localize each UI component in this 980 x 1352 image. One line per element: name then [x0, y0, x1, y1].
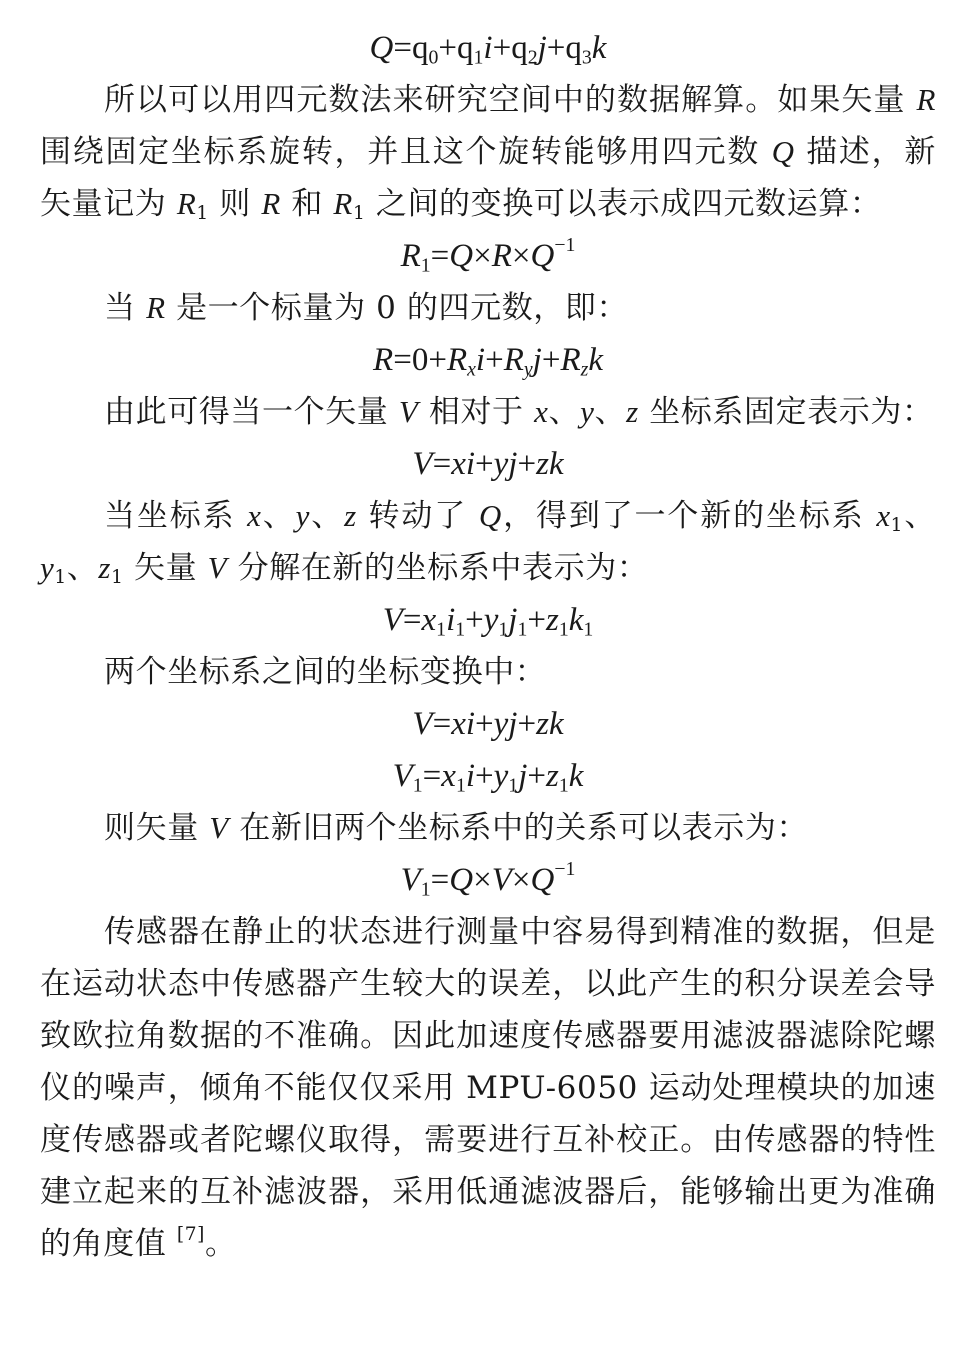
equation-quaternion-definition: $Q=q_0+q_1i+q_2j+q_3k$	[369, 30, 607, 69]
paragraph-new-frame: 当坐标系 x、y、z 转动了 Q，得到了一个新的坐标系 $x_1$、$y_1$、$z_1$ 矢量 V 分解在新的坐标系中表示为：	[40, 498, 936, 589]
paragraph-frame-transform: 两个坐标系之间的坐标变换中：	[104, 654, 547, 690]
equation-pure-quaternion: $R=0+R_xi+R_yj+R_zk$	[373, 342, 603, 381]
paragraph-rotation-intro: 所以可以用四元数法来研究空间中的数据解算。如果矢量 R 围绕固定坐标系旋转，并且这个旋转能够用四元数 Q 描述，新矢量记为 $R_1$ 则 R 和 $R_1$ 之间的变换可以表示成四元数运算：	[40, 82, 936, 225]
equation-vector1-rotation: $V_1=Q\times V\times Q^{-1}$	[400, 858, 576, 901]
equation-vector-fixed: V=xi+yj+zk	[412, 446, 564, 482]
equation-vector-new-frame: $V=x_1i_1+y_1j_1+z_1k_1$	[382, 602, 594, 641]
paragraph-fixed-vector: 由此可得当一个矢量 V 相对于 x、y、z 坐标系固定表示为：	[104, 394, 934, 430]
paragraph-scalar-zero: 当 R 是一个标量为 0 的四元数，即：	[104, 290, 629, 326]
paragraph-relation: 则矢量 V 在新旧两个坐标系中的关系可以表示为：	[104, 810, 809, 846]
equation-vector-old-frame: V=xi+yj+zk	[412, 706, 564, 742]
equation-vector1-mixed: $V_1=x_1i+y_1j+z_1k$	[392, 758, 584, 797]
equation-rotation: $R_1=Q\times R\times Q^{-1}$	[400, 234, 576, 277]
paragraph-sensor-filter: 传感器在静止的状态进行测量中容易得到精准的数据，但是在运动状态中传感器产生较大的误差，以此产生的积分误差会导致欧拉角数据的不准确。因此加速度传感器要用滤波器滤除陀螺仪的噪声，倾角不能仅仅采用 MPU-6050 运动处理模块的加速度传感器或者陀螺仪取得，需要进行互补校正。由传感器的特性建立起来的互补滤波器，采用低通滤波器后，能够输出更为准确的角度值 [7]。	[40, 914, 936, 1262]
